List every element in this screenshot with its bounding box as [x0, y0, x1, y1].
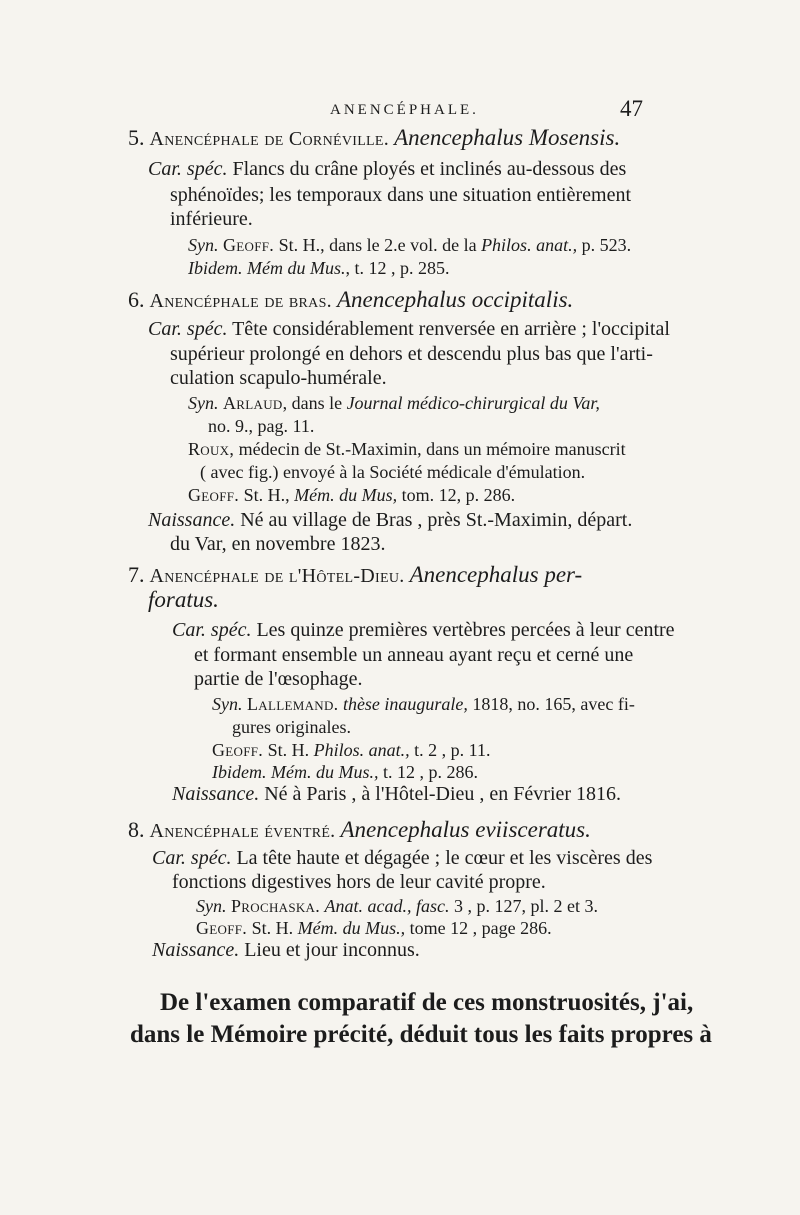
- naissance-text: Né au village de Bras , près St.-Maximin, départ.: [240, 509, 633, 531]
- entry-latin: Anencephalus per-: [409, 562, 583, 587]
- car-line: Tête considérablement renversée en arrière ; l'occipital: [232, 318, 670, 340]
- car-line: Les quinze premières vertèbres percées à leur centre: [256, 619, 675, 641]
- entry-number: 8.: [128, 817, 145, 842]
- car-line: Flancs du crâne ployés et inclinés au-dessous des: [232, 158, 627, 180]
- car-label: Car. spéc.: [148, 158, 228, 180]
- entry-name: Anencéphale de Cornéville.: [149, 128, 390, 150]
- syn-line: [196, 894, 598, 918]
- syn-label: Syn.: [188, 235, 219, 255]
- entry-number: 5.: [128, 125, 145, 150]
- syn-work: Ibidem. Mém du Mus.: [188, 258, 346, 278]
- syn-author: Geoff.: [223, 235, 275, 255]
- entry-7-heading: [128, 563, 582, 588]
- naissance-label: Naissance.: [172, 783, 260, 805]
- entry-8-car: [152, 846, 652, 870]
- syn-work: Mém. du Mus,: [294, 485, 398, 505]
- syn-text: St. H., dans le 2.e vol. de la: [278, 235, 477, 255]
- entry-6-heading: [128, 288, 573, 313]
- syn-tail: 1818, no. 165, avec fi-: [467, 694, 635, 714]
- syn-author: Lallemand.: [247, 694, 339, 714]
- syn-line: no. 9., pag. 11.: [208, 416, 315, 436]
- syn-tail: tom. 12, p. 286.: [397, 485, 516, 505]
- entry-number: 6.: [128, 287, 145, 312]
- syn-text: médecin de St.-Maximin, dans un mémoire manuscrit: [238, 439, 626, 459]
- syn-tail: 3 , p. 127, pl. 2 et 3.: [449, 896, 599, 916]
- entry-5-car: [148, 157, 626, 181]
- syn-author: Prochaska.: [231, 896, 321, 916]
- syn-author: Geoff.: [196, 918, 248, 938]
- syn-work: Mém. du Mus.,: [297, 918, 406, 938]
- car-line: supérieur prolongé en dehors et descendu plus bas que l'arti-: [170, 343, 653, 365]
- page-number: 47: [620, 96, 643, 121]
- car-line: inférieure.: [170, 208, 253, 230]
- naissance-line: [172, 782, 621, 806]
- car-line: et formant ensemble un anneau ayant reçu et cerné une: [194, 644, 634, 666]
- syn-line: [188, 391, 600, 415]
- syn-line: [196, 916, 552, 940]
- syn-text: St. H.,: [243, 485, 290, 505]
- car-line: partie de l'œsophage.: [194, 668, 363, 690]
- naissance-line: [148, 508, 632, 532]
- entry-5-heading: [128, 126, 620, 151]
- syn-line: ( avec fig.) envoyé à la Société médicale d'émulation.: [200, 462, 586, 482]
- entry-8-heading: [128, 818, 591, 843]
- entry-7-car: [172, 618, 675, 642]
- naissance-text: du Var, en novembre 1823.: [170, 533, 386, 555]
- entry-latin: Anencephalus Mosensis.: [394, 125, 621, 150]
- entry-number: 7.: [128, 562, 145, 587]
- syn-work: Philos. anat.,: [313, 740, 410, 760]
- running-head: ANENCÉPHALE.: [330, 102, 479, 118]
- syn-tail: , t. 12 , p. 285.: [345, 258, 450, 278]
- entry-name: Anencéphale de l'Hôtel-Dieu.: [149, 565, 405, 587]
- syn-text: St. H.: [267, 740, 310, 760]
- syn-tail: p. 523.: [577, 235, 632, 255]
- entry-name: Anencéphale de bras.: [149, 290, 332, 312]
- syn-work: Journal médico-chirurgical du Var,: [346, 393, 600, 413]
- closing-line: De l'examen comparatif de ces monstruosités, j'ai,: [160, 989, 694, 1016]
- car-line: La tête haute et dégagée ; le cœur et les viscères des: [236, 847, 653, 869]
- syn-line: [212, 738, 490, 762]
- entry-latin-cont: foratus.: [148, 587, 219, 612]
- syn-tail: t. 12 , p. 286.: [378, 762, 478, 782]
- syn-line: [212, 760, 478, 784]
- naissance-label: Naissance.: [148, 509, 236, 531]
- closing-line: dans le Mémoire précité, déduit tous les faits propres à: [130, 1021, 712, 1048]
- car-label: Car. spéc.: [152, 847, 232, 869]
- syn-line: [188, 483, 515, 507]
- syn-work: Philos. anat.,: [481, 235, 578, 255]
- syn-work: thèse inaugurale,: [342, 694, 468, 714]
- syn-line: [188, 233, 631, 257]
- naissance-line: [152, 938, 420, 962]
- syn-label: Syn.: [212, 694, 243, 714]
- syn-author: Roux,: [188, 439, 235, 459]
- naissance-text: Lieu et jour inconnus.: [244, 939, 420, 961]
- naissance-text: Né à Paris , à l'Hôtel-Dieu , en Février 1816.: [264, 783, 622, 805]
- syn-line: [212, 692, 635, 716]
- syn-line: [188, 256, 449, 280]
- syn-work: Anat. acad., fasc.: [324, 896, 450, 916]
- syn-text: St. H.: [251, 918, 294, 938]
- car-line: culation scapulo-humérale.: [170, 367, 387, 389]
- entry-6-car: [148, 317, 670, 341]
- syn-label: Syn.: [188, 393, 219, 413]
- syn-tail: tome 12 , page 286.: [405, 918, 552, 938]
- naissance-label: Naissance.: [152, 939, 240, 961]
- syn-author: Geoff.: [212, 740, 264, 760]
- car-line: sphénoïdes; les temporaux dans une situation entièrement: [170, 184, 631, 206]
- syn-line: gures originales.: [232, 717, 351, 737]
- syn-line: [188, 437, 626, 461]
- syn-tail: t. 2 , p. 11.: [409, 740, 491, 760]
- entry-latin: Anencephalus eviisceratus.: [340, 817, 591, 842]
- car-line: fonctions digestives hors de leur cavité propre.: [172, 871, 546, 893]
- syn-author: Geoff.: [188, 485, 240, 505]
- car-label: Car. spéc.: [172, 619, 252, 641]
- syn-label: Syn.: [196, 896, 227, 916]
- syn-text: , dans le: [282, 393, 343, 413]
- entry-latin: Anencephalus occipitalis.: [336, 287, 574, 312]
- entry-name: Anencéphale éventré.: [149, 820, 336, 842]
- syn-author: Arlaud: [223, 393, 283, 413]
- syn-work: Ibidem. Mém. du Mus.,: [212, 762, 379, 782]
- car-label: Car. spéc.: [148, 318, 228, 340]
